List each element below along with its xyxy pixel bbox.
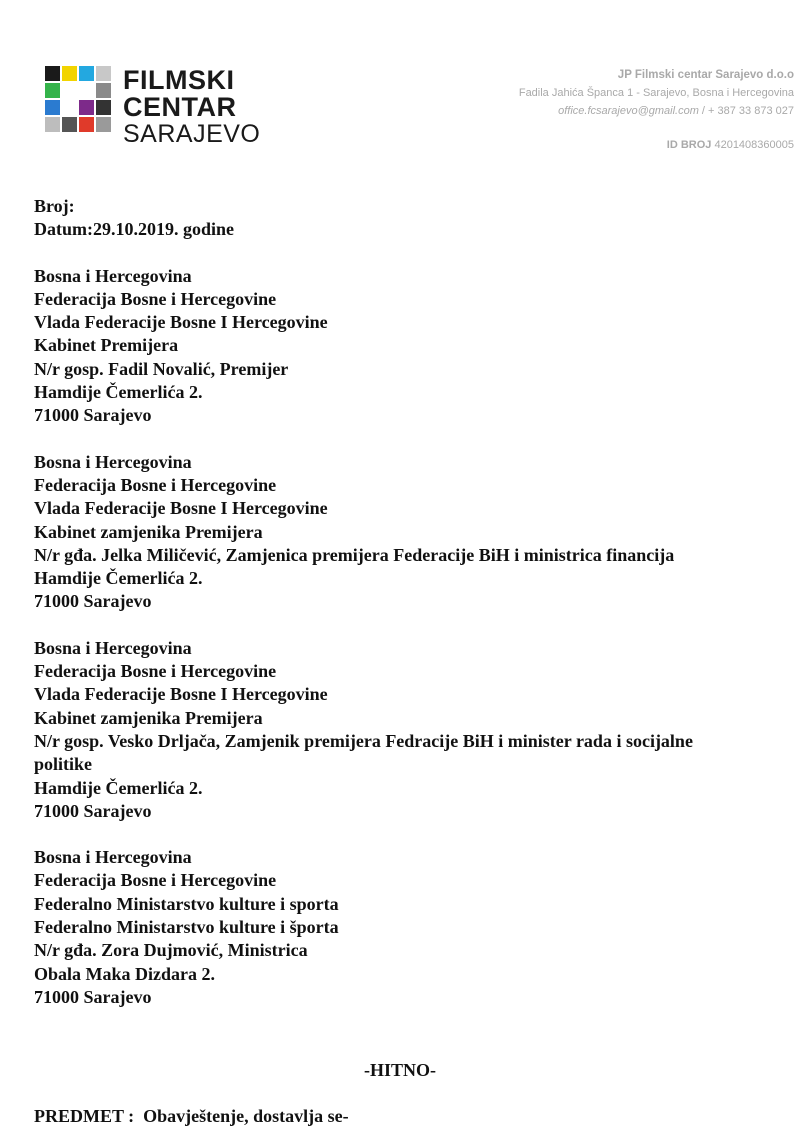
broj-line: Broj: — [34, 196, 75, 216]
subject-label: PREDMET : — [34, 1106, 135, 1126]
company-contact — [519, 102, 794, 120]
logo-line-centar: CENTAR — [123, 92, 237, 122]
recipient-line: Bosna i Hercegovina — [34, 265, 192, 286]
company-id-label: ID BROJ — [666, 139, 712, 151]
logo-square — [45, 83, 60, 98]
recipient-line: Hamdije Čemerlića 2. — [34, 568, 203, 589]
recipient-line: politike — [34, 754, 93, 775]
logo-line-filmski: FILMSKI — [123, 65, 235, 95]
logo-square — [62, 117, 77, 132]
company-address: Fadila Jahića Španca 1 - Sarajevo, Bosna i Hercegovina — [518, 87, 794, 99]
recipient-line: Hamdije Čemerlića 2. — [34, 777, 203, 798]
logo-square — [45, 100, 60, 115]
company-email[interactable]: office.fcsarajevo@gmail.com — [558, 105, 699, 117]
recipient-line: N/r gosp. Vesko Drljača, Zamjenik premijera Fedracije BiH i minister rada i socijalne — [34, 730, 693, 751]
company-info — [519, 66, 794, 154]
datum-line: Datum:29.10.2019. godine — [34, 219, 235, 240]
recipient-line: Federacija Bosne i Hercegovine — [34, 661, 277, 682]
recipient-line: Federacija Bosne i Hercegovine — [34, 288, 277, 309]
recipient-line: Kabinet Premijera — [34, 335, 179, 356]
recipient-line: Federacija Bosne i Hercegovine — [34, 474, 277, 495]
recipient-line: Obala Maka Dizdara 2. — [34, 963, 216, 984]
company-id — [519, 136, 794, 154]
company-logo — [45, 66, 260, 148]
company-phone: / + 387 33 873 027 — [698, 105, 794, 117]
letter-body — [34, 195, 794, 1009]
logo-square — [62, 100, 77, 115]
recipient-line: Vlada Federacije Bosne I Hercegovine — [34, 312, 328, 333]
logo-square — [79, 100, 94, 115]
company-id-value: 4201408360005 — [711, 139, 794, 151]
logo-square — [45, 66, 60, 81]
logo-square — [79, 66, 94, 81]
logo-square — [96, 100, 111, 115]
recipient-block — [34, 451, 794, 614]
logo-square — [62, 66, 77, 81]
recipient-block — [34, 846, 794, 1009]
recipient-line: N/r gđa. Jelka Miličević, Zamjenica premijera Federacije BiH i ministrica financija — [34, 544, 675, 565]
recipient-line: Federalno Ministarstvo kulture i sporta — [34, 893, 339, 914]
logo-square — [62, 83, 77, 98]
recipient-block — [34, 637, 794, 823]
urgent-marker: -HITNO- — [364, 1060, 436, 1080]
recipient-line: Bosna i Hercegovina — [34, 847, 192, 868]
company-name: JP Filmski centar Sarajevo d.o.o — [617, 69, 794, 81]
logo-square — [96, 83, 111, 98]
recipient-block — [34, 265, 794, 428]
logo-mosaic-icon — [45, 66, 111, 132]
recipient-line: Federacija Bosne i Hercegovine — [34, 870, 277, 891]
logo-square — [79, 83, 94, 98]
recipient-line: Federalno Ministarstvo kulture i športa — [34, 917, 339, 938]
recipient-line: Kabinet zamjenika Premijera — [34, 707, 263, 728]
logo-square — [79, 117, 94, 132]
recipient-line: Vlada Federacije Bosne I Hercegovine — [34, 498, 328, 519]
recipient-line: 71000 Sarajevo — [34, 405, 152, 426]
logo-line-sarajevo: SARAJEVO — [123, 120, 261, 148]
recipient-line: Bosna i Hercegovina — [34, 451, 192, 472]
recipient-line: 71000 Sarajevo — [34, 591, 152, 612]
recipient-line: 71000 Sarajevo — [34, 986, 152, 1007]
logo-square — [96, 117, 111, 132]
recipients-list — [34, 265, 794, 1010]
recipient-line: N/r gosp. Fadil Novalić, Premijer — [34, 358, 289, 379]
recipient-line: N/r gđa. Zora Dujmović, Ministrica — [34, 940, 308, 961]
recipient-line: Hamdije Čemerlića 2. — [34, 382, 203, 403]
logo-square — [45, 117, 60, 132]
recipient-line: 71000 Sarajevo — [34, 800, 152, 821]
logo-square — [96, 66, 111, 81]
recipient-line: Vlada Federacije Bosne I Hercegovine — [34, 684, 328, 705]
recipient-line: Kabinet zamjenika Premijera — [34, 521, 263, 542]
subject-line — [34, 1106, 349, 1127]
recipient-line: Bosna i Hercegovina — [34, 637, 192, 658]
logo-wordmark — [123, 67, 260, 148]
subject-text: Obavještenje, dostavlja se- — [134, 1106, 349, 1126]
